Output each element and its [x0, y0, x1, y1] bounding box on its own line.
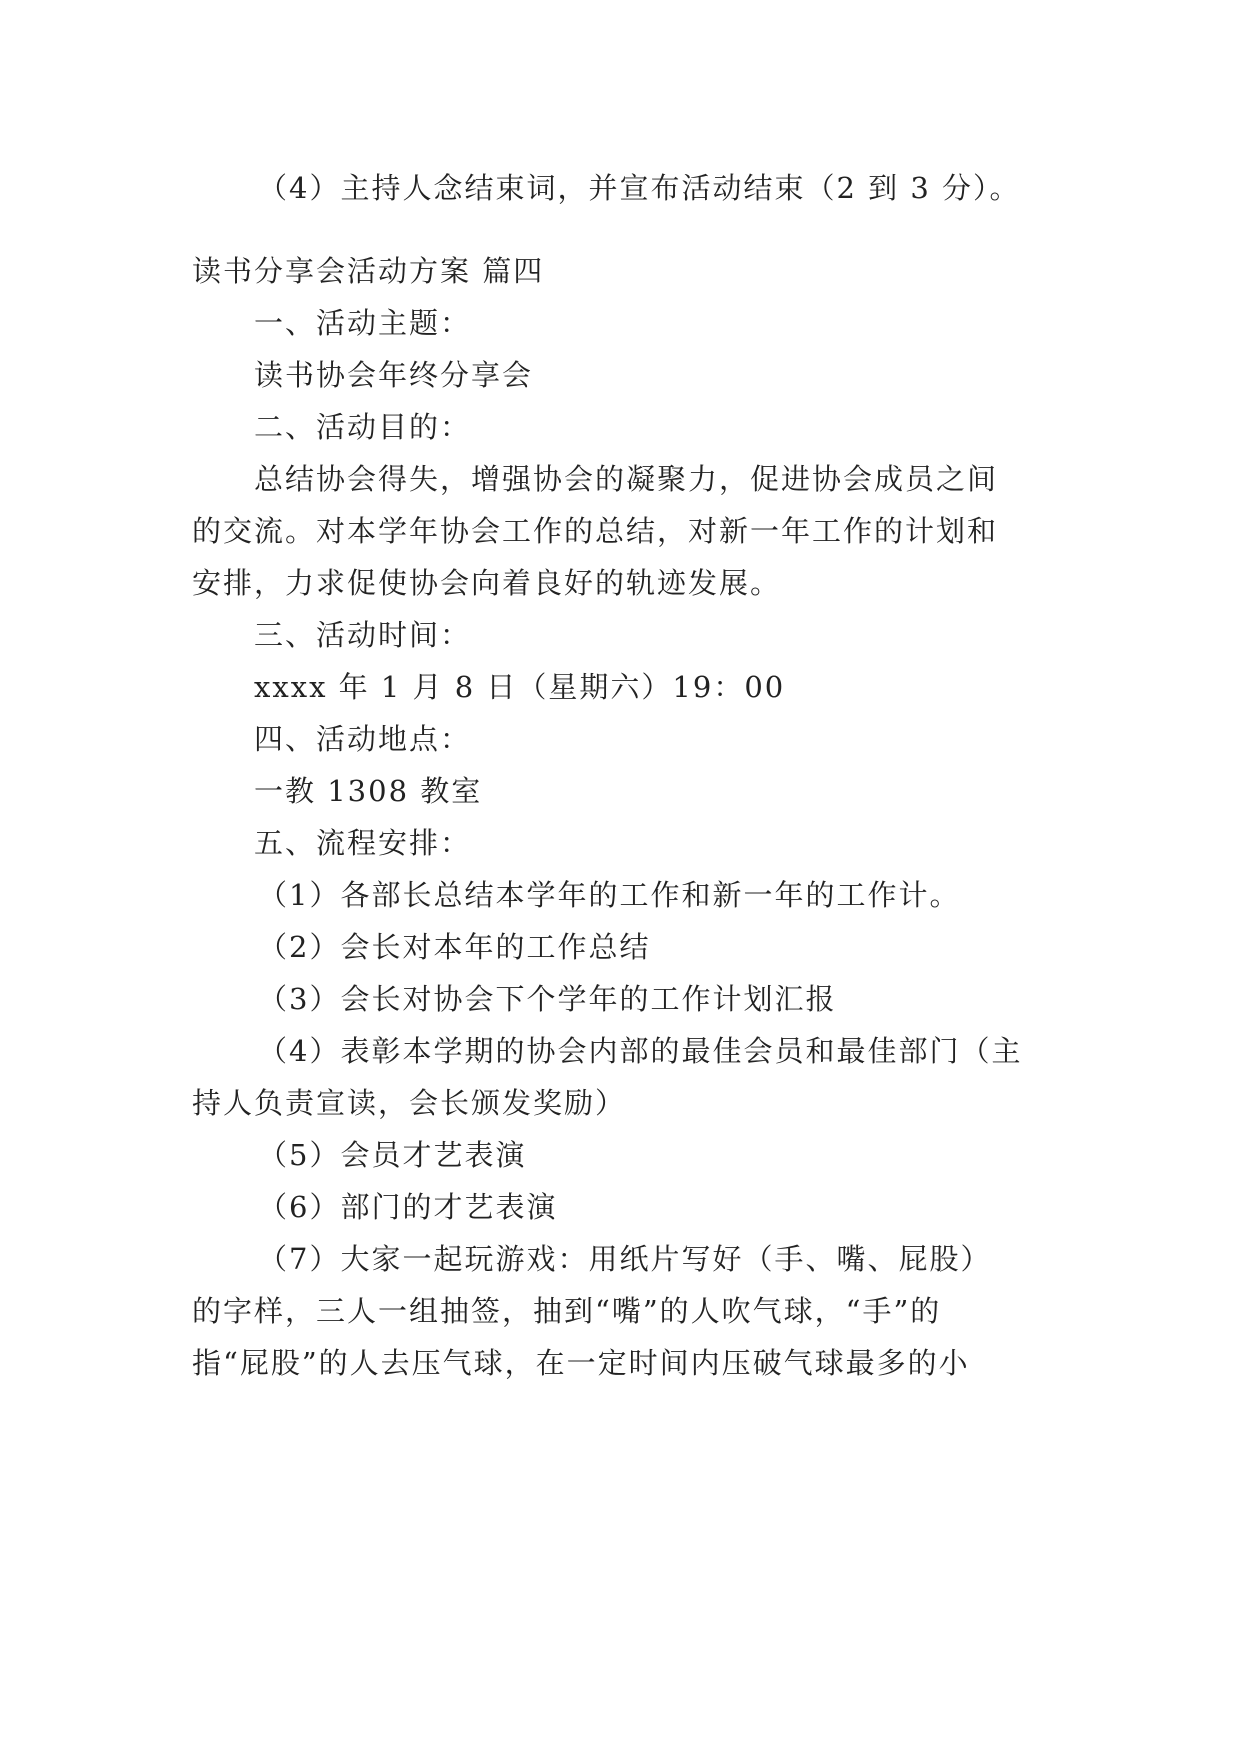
- list-item-continued: 的字样，三人一组抽签，抽到“嘴”的人吹气球，“手”的: [192, 1294, 942, 1328]
- list-item: （1）各部长总结本学年的工作和新一年的工作计。: [258, 878, 961, 912]
- section-heading: 读书分享会活动方案 篇四: [192, 254, 545, 288]
- s2-body-line: 总结协会得失，增强协会的凝聚力，促进协会成员之间: [254, 462, 999, 496]
- list-item-continued: 指“屁股”的人去压气球，在一定时间内压破气球最多的小: [192, 1346, 970, 1380]
- s4-title: 四、活动地点：: [254, 722, 472, 756]
- intro-item: （4）主持人念结束词，并宣布活动结束（2 到 3 分）。: [258, 171, 1021, 205]
- s5-title: 五、流程安排：: [254, 826, 472, 860]
- list-item: （3）会长对协会下个学年的工作计划汇报: [258, 982, 837, 1016]
- s4-body: 一教 1308 教室: [254, 774, 483, 808]
- list-item: （5）会员才艺表演: [258, 1138, 527, 1172]
- list-item: （2）会长对本年的工作总结: [258, 930, 651, 964]
- s1-title: 一、活动主题：: [254, 306, 472, 340]
- list-item: （4）表彰本学期的协会内部的最佳会员和最佳部门（主: [258, 1034, 1023, 1068]
- s3-body: xxxx 年 1 月 8 日（星期六）19：00: [254, 670, 786, 704]
- s1-body: 读书协会年终分享会: [254, 358, 534, 392]
- s2-body-line: 的交流。对本学年协会工作的总结，对新一年工作的计划和: [192, 514, 999, 548]
- list-item: （7）大家一起玩游戏：用纸片写好（手、嘴、屁股）: [258, 1242, 992, 1276]
- list-item: （6）部门的才艺表演: [258, 1190, 558, 1224]
- s2-body-line: 安排，力求促使协会向着良好的轨迹发展。: [192, 566, 782, 600]
- s3-title: 三、活动时间：: [254, 618, 472, 652]
- list-item-continued: 持人负责宣读，会长颁发奖励）: [192, 1086, 627, 1120]
- s2-title: 二、活动目的：: [254, 410, 472, 444]
